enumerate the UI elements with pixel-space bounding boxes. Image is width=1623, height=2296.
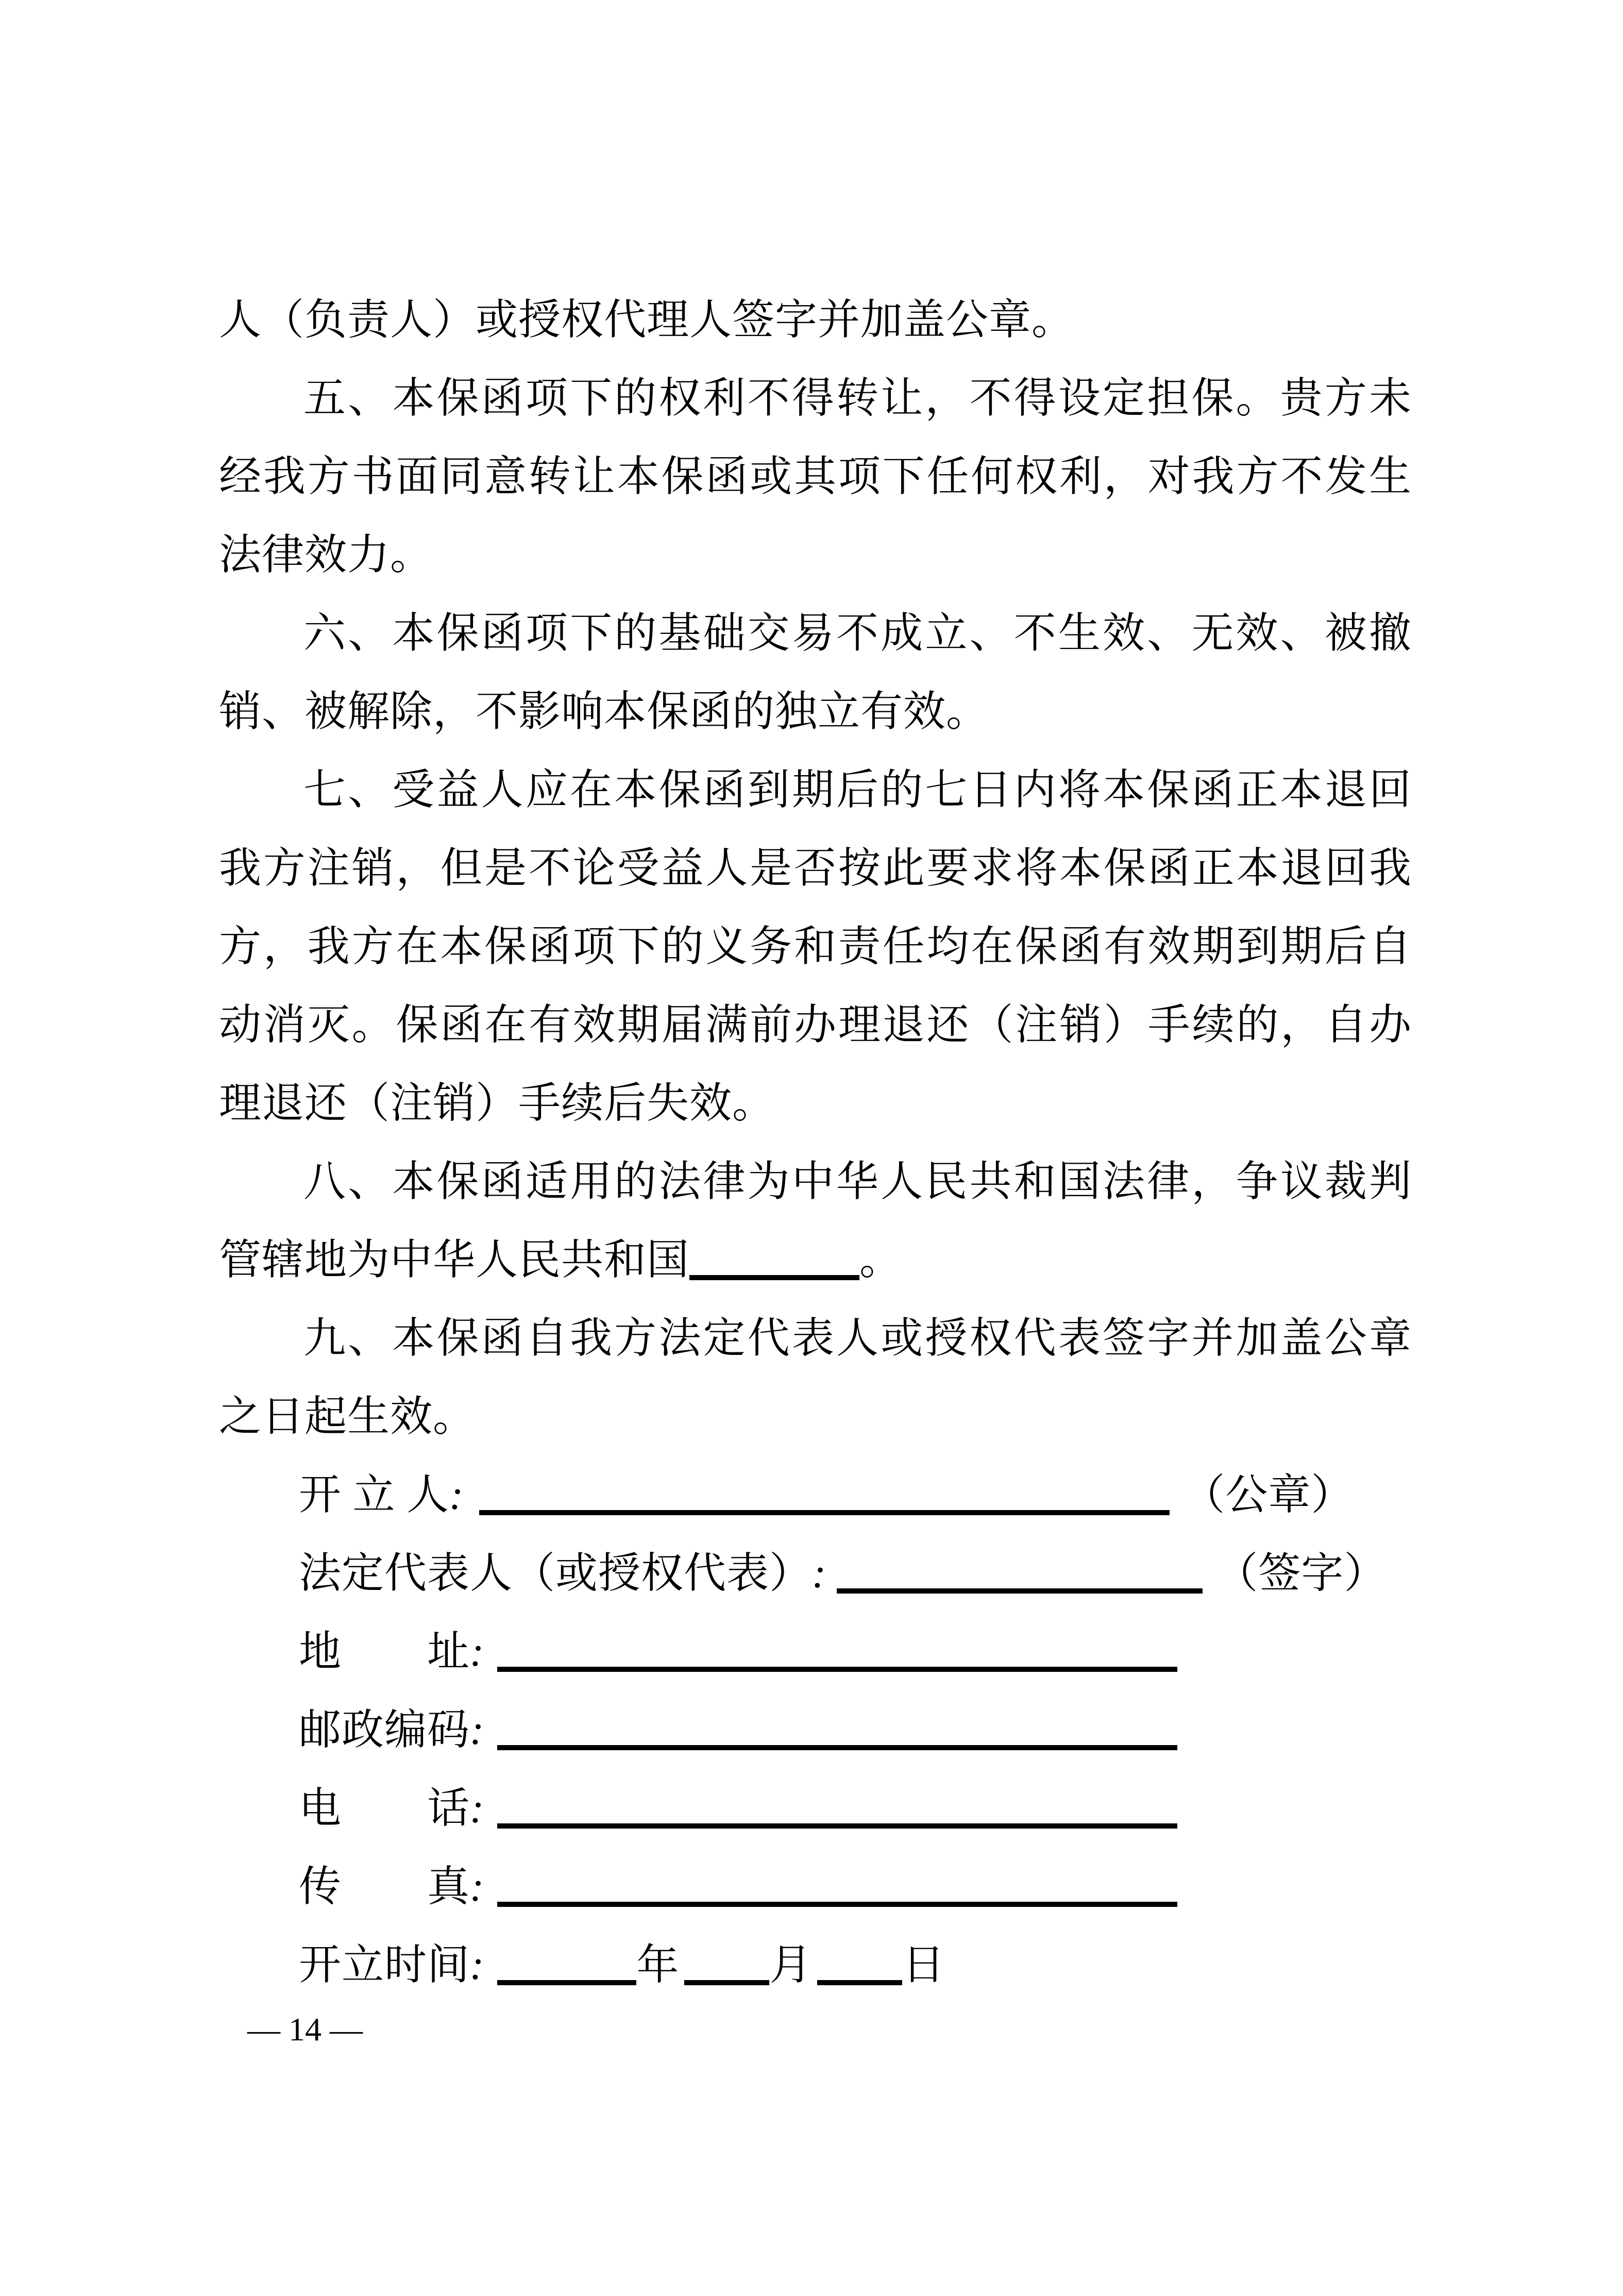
telephone-fill-in-line	[497, 1823, 1177, 1829]
jurisdiction-fill-in-blank	[689, 1275, 859, 1280]
year-unit-label: 年	[636, 1941, 680, 1988]
paragraph-clause-7: 七、受益人应在本保函到期后的七日内将本保函正本退回我方注销，但是不论受益人是否按此要求将本保函正本退回我方，我方在本保函项下的义务和责任均在保函有效期到期后自动消灭。保函在有效期届满前办理退还（注销）手续的，自办理退还（注销）手续后失效。	[219, 766, 1412, 1127]
issuer-fill-in-line	[479, 1510, 1170, 1515]
issue-date-label: 开立时间:	[299, 1941, 485, 1988]
legal-representative-row	[219, 1534, 1412, 1613]
document-body	[219, 281, 1412, 2004]
paragraph-continuation: 人（负责人）或授权代理人签字并加盖公章。	[219, 296, 1075, 343]
day-fill-in-blank	[817, 1980, 902, 1985]
signature-note: （签字）	[1215, 1550, 1387, 1597]
paragraph-clause-9: 九、本保函自我方法定代表人或授权代表签字并加盖公章之日起生效。	[219, 1315, 1412, 1440]
year-fill-in-blank	[497, 1980, 636, 1985]
clause-8-text: 八、本保函适用的法律为中华人民共和国法律，争议裁判管辖地为中华人民共和国	[219, 1158, 1412, 1283]
issuer-label: 开 立 人:	[299, 1471, 464, 1518]
day-unit-label: 日	[902, 1941, 945, 1988]
month-unit-label: 月	[769, 1941, 813, 1988]
legal-representative-fill-in-line	[837, 1588, 1203, 1594]
clause-8-period: 。	[859, 1236, 903, 1283]
official-seal-note: （公章）	[1182, 1471, 1354, 1518]
issue-date-row	[219, 1926, 1412, 2004]
address-fill-in-line	[497, 1667, 1177, 1672]
postal-code-fill-in-line	[497, 1745, 1177, 1750]
fax-fill-in-line	[497, 1902, 1177, 1907]
telephone-label: 电 话:	[299, 1785, 485, 1832]
telephone-row	[219, 1769, 1412, 1848]
fax-row	[219, 1848, 1412, 1926]
page-number: — 14 —	[247, 2011, 363, 2048]
postal-code-row	[219, 1691, 1412, 1769]
paragraph-clause-5: 五、本保函项下的权利不得转让，不得设定担保。贵方未经我方书面同意转让本保函或其项下任何权利，对我方不发生法律效力。	[219, 375, 1412, 578]
month-fill-in-blank	[684, 1980, 769, 1985]
postal-code-label: 邮政编码:	[299, 1706, 485, 1753]
issuer-row	[219, 1456, 1412, 1534]
paragraph-clause-6: 六、本保函项下的基础交易不成立、不生效、无效、被撤销、被解除，不影响本保函的独立有效。	[219, 610, 1412, 735]
address-row	[219, 1613, 1412, 1691]
address-label: 地 址:	[299, 1628, 485, 1675]
fax-label: 传 真:	[299, 1863, 485, 1910]
paragraph-clause-8	[219, 1143, 1412, 1299]
legal-representative-label: 法定代表人（或授权代表）:	[299, 1550, 827, 1597]
